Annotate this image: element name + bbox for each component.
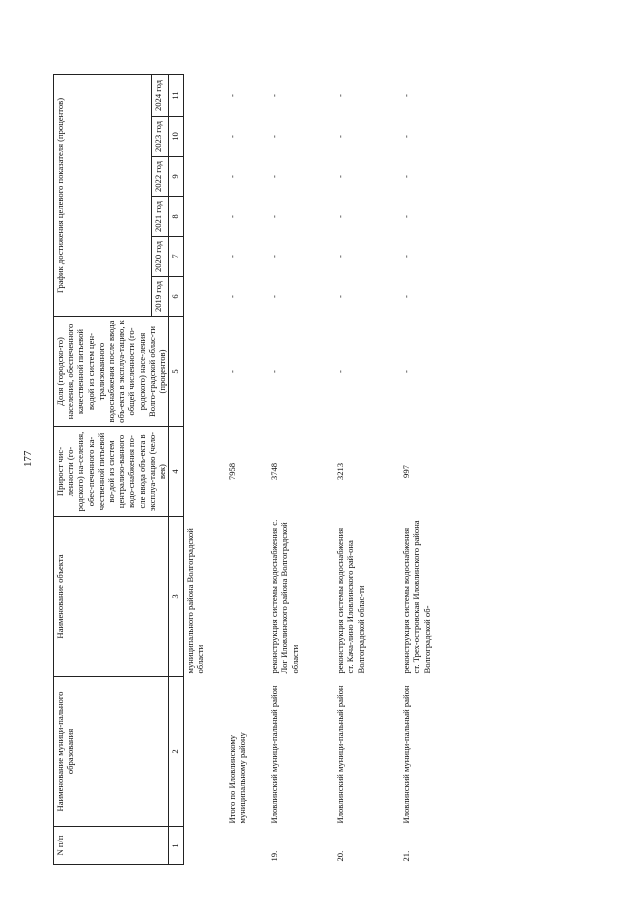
header-year: 2021 год (152, 197, 169, 237)
header-year: 2019 год (152, 277, 169, 317)
row-year-value: - (401, 215, 412, 218)
column-number: 5 (169, 317, 184, 427)
row-year-value: - (269, 295, 280, 298)
row-growth: 3748 (269, 462, 280, 481)
total-share: - (227, 370, 238, 373)
row-year-value: - (401, 255, 412, 258)
total-year-value: - (227, 175, 238, 178)
table-row (268, 75, 334, 865)
row-year-value: - (269, 135, 280, 138)
header-n: N п/п (54, 827, 169, 865)
column-number: 6 (169, 277, 184, 317)
continuation-row (184, 75, 227, 865)
row-municipality: Иловлинский муници-пальный район (269, 685, 280, 824)
row-share: - (401, 370, 412, 373)
header-year: 2024 год (152, 75, 169, 117)
column-number: 7 (169, 237, 184, 277)
row-year-value: - (335, 215, 346, 218)
row-year-value: - (335, 94, 346, 97)
row-year-value: - (401, 94, 412, 97)
total-year-value: - (227, 135, 238, 138)
header-growth: Прирост чис-ленности (го-родского) на-селения, обес-печенного ка-чественной питьевой во-дой из систем централизо-ванного водо-снабжения по-сле ввода объ-екта в эксплуа-тацию (чело-век) (54, 427, 169, 517)
header-municipality: Наименование муници-пального образования (54, 677, 169, 827)
row-number: 20. (335, 850, 346, 862)
row-object: реконструкция системы водоснабжения с. Лог Иловлинского района Волгоградской области (269, 519, 300, 674)
header-year: 2023 год (152, 117, 169, 157)
total-year-value: - (227, 215, 238, 218)
row-object: реконструкция системы водоснабжения ст. Трех-островская Иловлинского района Волгоградской об- (401, 520, 432, 674)
row-year-value: - (269, 255, 280, 258)
row-year-value: - (335, 135, 346, 138)
column-number: 2 (169, 677, 184, 827)
column-number: 11 (169, 75, 184, 117)
column-number: 10 (169, 117, 184, 157)
header-year: 2020 год (152, 237, 169, 277)
total-row (226, 75, 268, 865)
row-share: - (335, 370, 346, 373)
column-number: 9 (169, 157, 184, 197)
continuation-object: муниципального района Волгоградской области (185, 528, 206, 674)
row-year-value: - (335, 295, 346, 298)
row-year-value: - (335, 175, 346, 178)
total-year-value: - (227, 295, 238, 298)
column-number: 8 (169, 197, 184, 237)
header-object: Наименование объекта (54, 517, 169, 677)
row-year-value: - (269, 94, 280, 97)
header-share: Доля (городско-го) населения, обеспеченного качественной питьевой водой из систем цен-трализованного водоснабжения после ввода объ-екта в эксплуа-тацию, к общей численности (го-родского) насе-ления Волго-градской облас-ти (процентов) (54, 317, 169, 427)
total-label: Итого по Иловлинскому муниципальному району (227, 732, 248, 824)
table-row (400, 75, 450, 865)
row-year-value: - (269, 175, 280, 178)
total-growth: 7958 (227, 462, 238, 481)
row-number: 19. (269, 850, 280, 862)
column-number-row (169, 75, 184, 865)
page-number: 177 (22, 450, 34, 467)
row-number: 21. (401, 850, 412, 862)
column-number: 4 (169, 427, 184, 517)
row-growth: 997 (401, 465, 412, 478)
row-growth: 3213 (335, 462, 346, 481)
row-year-value: - (269, 215, 280, 218)
row-municipality: Иловлинский муници-пальный район (335, 685, 346, 824)
table-row (334, 75, 400, 865)
column-number: 1 (169, 827, 184, 865)
header-year: 2022 год (152, 157, 169, 197)
column-number: 3 (169, 517, 184, 677)
row-object: реконструкция системы водоснабжения ст. Кача-лино Иловлинского рай-она Волгоградской облас-ти (335, 527, 366, 674)
row-year-value: - (401, 175, 412, 178)
row-year-value: - (401, 135, 412, 138)
total-year-value: - (227, 255, 238, 258)
row-year-value: - (401, 295, 412, 298)
total-year-value: - (227, 94, 238, 97)
header-schedule: График достижения целевого показателя (процентов) (54, 75, 152, 317)
row-year-value: - (335, 255, 346, 258)
row-share: - (269, 370, 280, 373)
indicator-table (53, 74, 450, 865)
row-municipality: Иловлинский муници-пальный район (401, 685, 412, 824)
